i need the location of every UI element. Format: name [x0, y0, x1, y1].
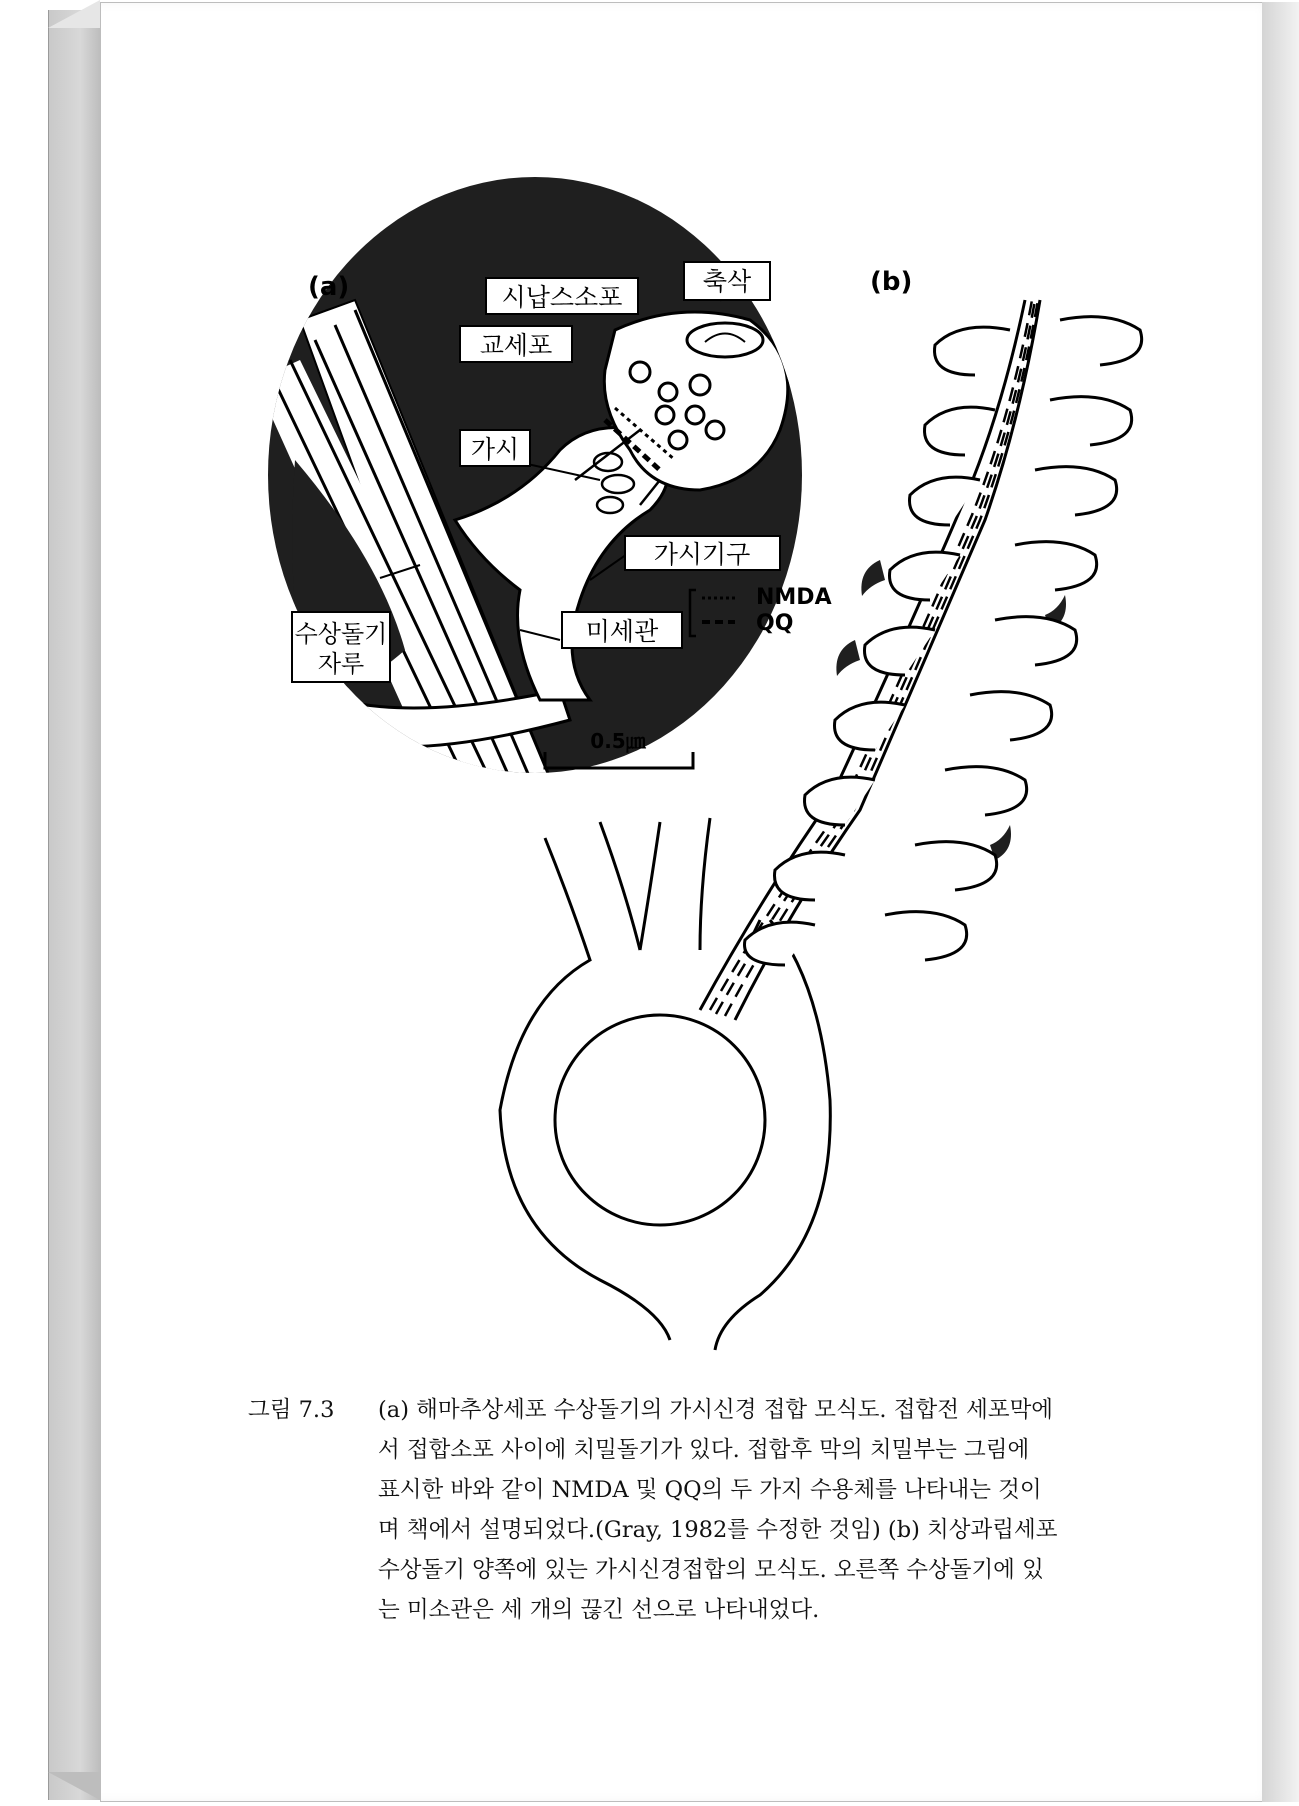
- caption-line: (a) 해마추상세포 수상돌기의 가시신경 접합 모식도. 접합전 세포막에: [378, 1397, 1054, 1423]
- caption-line: 서 접합소포 사이에 치밀돌기가 있다. 접합후 막의 치밀부는 그림에: [378, 1437, 1030, 1463]
- svg-text:수상돌기: 수상돌기: [294, 620, 388, 648]
- label-dendrite-shaft: [292, 612, 390, 682]
- panel-b-label: (b): [870, 267, 913, 297]
- caption-line: 수상돌기 양쪽에 있는 가시신경접합의 모식도. 오른쪽 수상돌기에 있: [378, 1557, 1044, 1583]
- label-axon: [684, 262, 770, 300]
- granule-cell-body: [500, 818, 830, 1350]
- panel-a-diagram: [255, 177, 832, 790]
- legend-nmda: NMDA: [756, 585, 832, 610]
- label-microtubule: [562, 612, 682, 648]
- caption-line: 표시한 바와 같이 NMDA 및 QQ의 두 가지 수용체를 나타내는 것이: [378, 1477, 1042, 1503]
- svg-text:가시: 가시: [470, 435, 520, 464]
- caption-line: 며 책에서 설명되었다.(Gray, 1982를 수정한 것임) (b) 치상과립세포: [378, 1517, 1058, 1543]
- caption-number: 그림 7.3: [248, 1397, 335, 1423]
- label-spine-apparatus: [625, 536, 780, 570]
- nucleus: [555, 1015, 765, 1225]
- svg-text:교세포: 교세포: [479, 331, 553, 360]
- svg-text:시납스소포: 시납스소포: [501, 283, 623, 312]
- svg-text:미세관: 미세관: [585, 617, 659, 646]
- label-spine: [460, 430, 530, 466]
- svg-text:가시기구: 가시기구: [653, 540, 751, 569]
- svg-text:자루: 자루: [317, 650, 365, 678]
- mitochondrion: [687, 323, 763, 357]
- label-glia: [460, 326, 572, 362]
- label-presynaptic-vesicle: [486, 278, 638, 314]
- svg-text:축삭: 축삭: [702, 267, 752, 296]
- panel-a-label: (a): [308, 272, 350, 302]
- scale-bar-label: 0.5㎛: [590, 729, 646, 753]
- legend-qq: QQ: [756, 611, 794, 636]
- caption-line: 는 미소관은 세 개의 끊긴 선으로 나타내었다.: [378, 1597, 820, 1623]
